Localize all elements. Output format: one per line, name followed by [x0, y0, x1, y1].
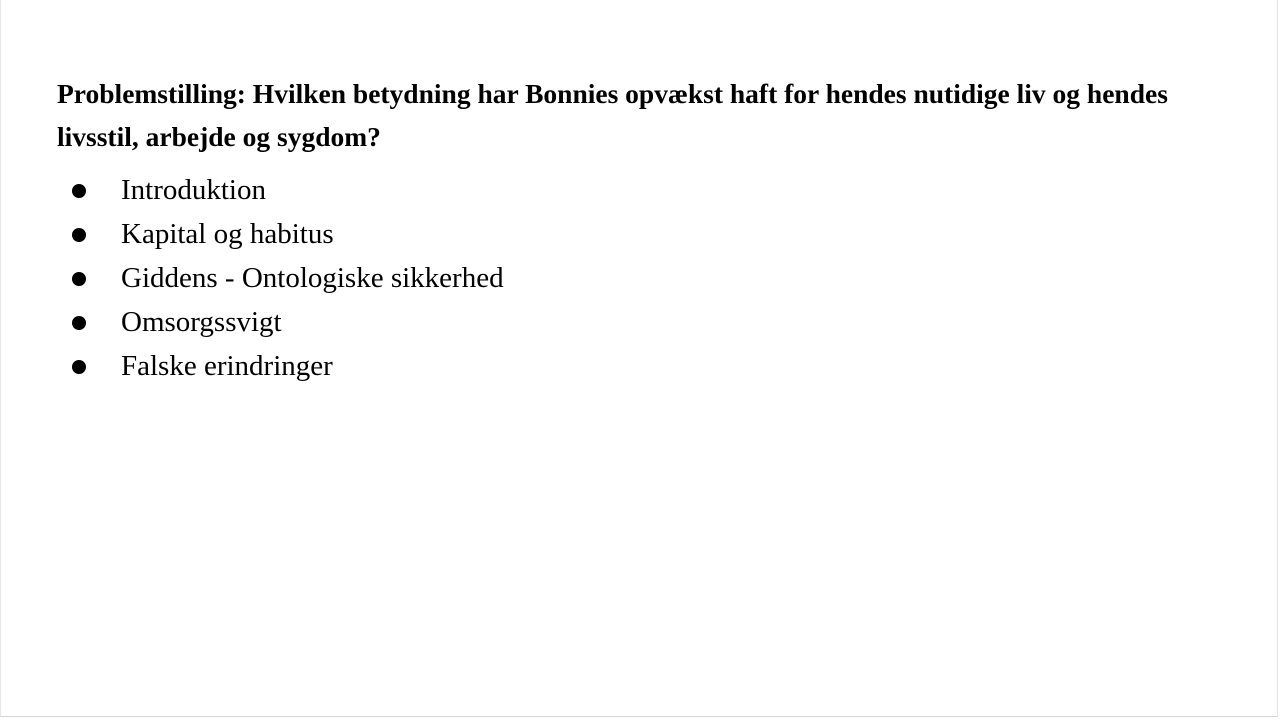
outline-list	[57, 168, 1227, 388]
list-item-text: Introduktion	[121, 174, 266, 206]
list-item-text: Falske erindringer	[121, 350, 333, 382]
bullet-icon	[72, 228, 86, 242]
document-content	[57, 72, 1227, 388]
list-item-text: Giddens - Ontologiske sikkerhed	[121, 262, 504, 294]
list-item	[57, 344, 1227, 388]
bullet-icon	[72, 360, 86, 374]
list-item-text: Kapital og habitus	[121, 218, 334, 250]
bullet-icon	[72, 316, 86, 330]
list-item	[57, 256, 1227, 300]
bullet-icon	[72, 272, 86, 286]
list-item	[57, 168, 1227, 212]
list-item-text: Omsorgssvigt	[121, 306, 282, 338]
list-item	[57, 212, 1227, 256]
list-item	[57, 300, 1227, 344]
problem-statement-heading: Problemstilling: Hvilken betydning har Bonnies opvækst haft for hendes nutidige liv og hendes livsstil, arbejde og sygdom?	[57, 78, 1168, 152]
bullet-icon	[72, 184, 86, 198]
